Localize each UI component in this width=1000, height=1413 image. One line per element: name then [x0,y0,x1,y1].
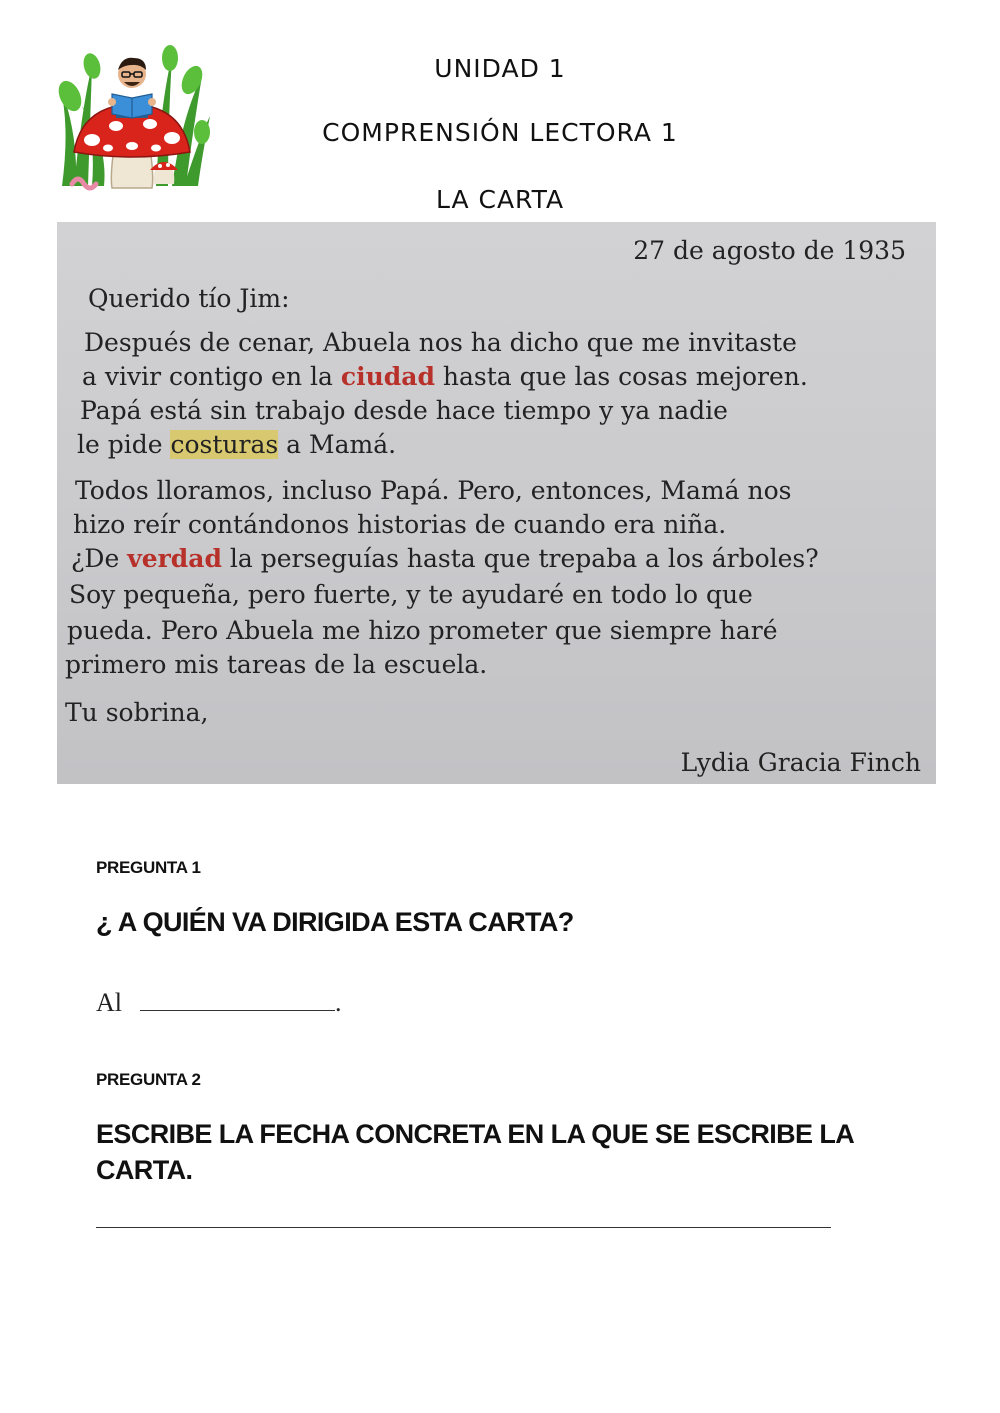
highlighted-word-ciudad: ciudad [340,362,435,391]
letter-greeting: Querido tío Jim: [88,284,290,313]
letter-photo [57,222,936,784]
answer-line[interactable] [96,1227,831,1228]
reading-comprehension-title: COMPRENSIÓN LECTORA 1 [322,118,678,147]
letter-line [77,430,396,459]
letter-line: primero mis tareas de la escuela. [65,650,488,679]
letter-text: a vivir contigo en la [82,362,341,391]
question-1-text: ¿ A QUIÉN VA DIRIGIDA ESTA CARTA? [96,907,574,937]
letter-signature: Lydia Gracia Finch [680,748,921,777]
letter-line: hizo reír contándonos historias de cuando era niña. [73,510,727,539]
question-2-label: PREGUNTA 2 [96,1070,201,1089]
highlighted-word-costuras: costuras [170,430,279,459]
letter-text: ¿De [71,544,128,573]
letter-line: Soy pequeña, pero fuerte, y te ayudaré en todo lo que [69,580,753,609]
letter-text: la perseguías hasta que trepaba a los árboles? [221,544,819,573]
highlighted-word-verdad: verdad [127,544,222,573]
answer-prefix: Al [96,988,122,1017]
letter-line: Papá está sin trabajo desde hace tiempo y ya nadie [80,396,728,425]
letter-line [71,544,819,573]
unit-title: UNIDAD 1 [434,54,566,83]
letter-text: le pide [77,430,171,459]
answer-suffix: . [335,988,342,1017]
letter-closing: Tu sobrina, [65,698,209,727]
page-title: LA CARTA [435,185,565,214]
letter-text: hasta que las cosas mejoren. [434,362,808,391]
letter-line: pueda. Pero Abuela me hizo prometer que siempre haré [67,616,778,645]
letter-date: 27 de agosto de 1935 [633,236,906,265]
question-2-text: ESCRIBE LA FECHA CONCRETA EN LA QUE SE ESCRIBE LA CARTA. [96,1119,854,1185]
question-1-label: PREGUNTA 1 [96,858,201,877]
letter-line: Todos lloramos, incluso Papá. Pero, entonces, Mamá nos [75,476,792,505]
answer-blank[interactable] [140,986,335,1011]
question-1-answer [96,986,342,1018]
letter-text: a Mamá. [278,430,397,459]
letter-line [82,362,808,391]
letter-line: Después de cenar, Abuela nos ha dicho que me invitaste [84,328,797,357]
